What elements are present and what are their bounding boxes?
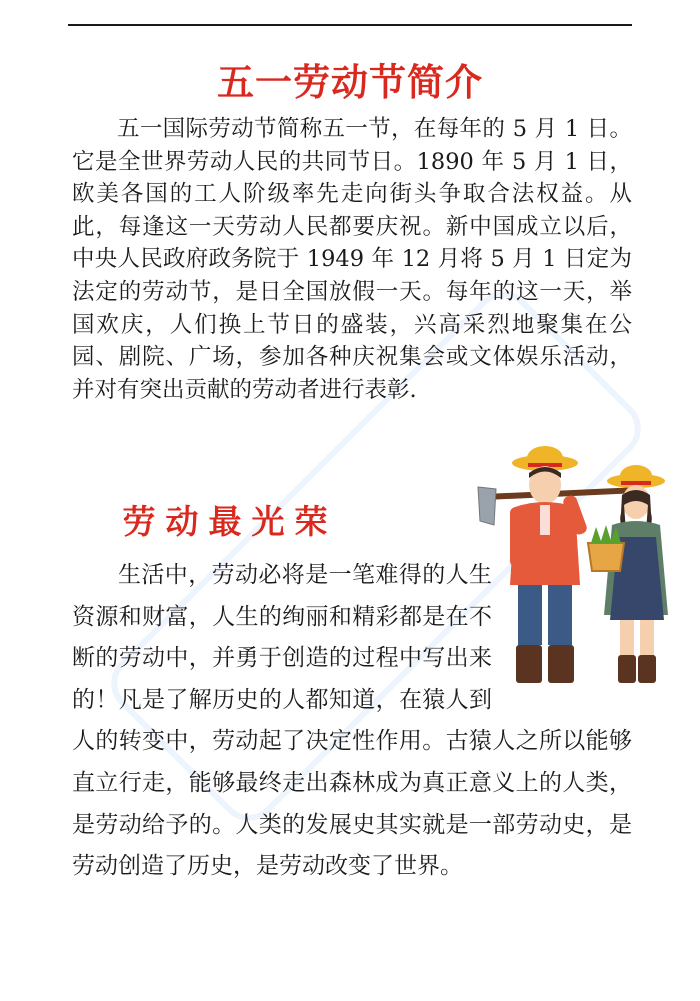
paragraph-may-day-intro: 五一国际劳动节简称五一节，在每年的 5 月 1 日。它是全世界劳动人民的共同节日。1890 年 5 月 1 日，欧美各国的工人阶级率先走向街头争取合法权益。从此，每逢这一天劳动人民都要庆祝。新中国成立以后，中央人民政府政务院于 1949 年 12 月将 5 月 1 日定为法定的劳动节，是日全国放假一天。每年的这一天，举国欢庆，人们换上节日的盛装，兴高采烈地聚集在公园、剧院、广场，参加各种庆祝集会或文体娱乐活动，并对有突出贡献的劳动者进行表彰. (72, 116, 632, 403)
section-title-may-day: 五一劳动节简介 (217, 61, 483, 104)
paragraph-labor-glory-text: 生活中，劳动必将是一笔难得的人生资源和财富，人生的绚丽和精彩都是在不断的劳动中，并勇于创造的过程中写出来的！凡是了解历史的人都知道，在猿人到人的转变中，劳动起了决定性作用。古猿人之所以能够直立行走，能够最终走出森林成为真正意义上的人类，是劳动给予的。人类的发展史其实就是一部劳动史，是劳动创造了历史，是劳动改变了世界。 (72, 562, 632, 880)
section-title-labor-glory: 劳动最光荣 (122, 502, 338, 541)
workers-illustration-icon (470, 445, 680, 690)
top-rule (68, 24, 632, 26)
